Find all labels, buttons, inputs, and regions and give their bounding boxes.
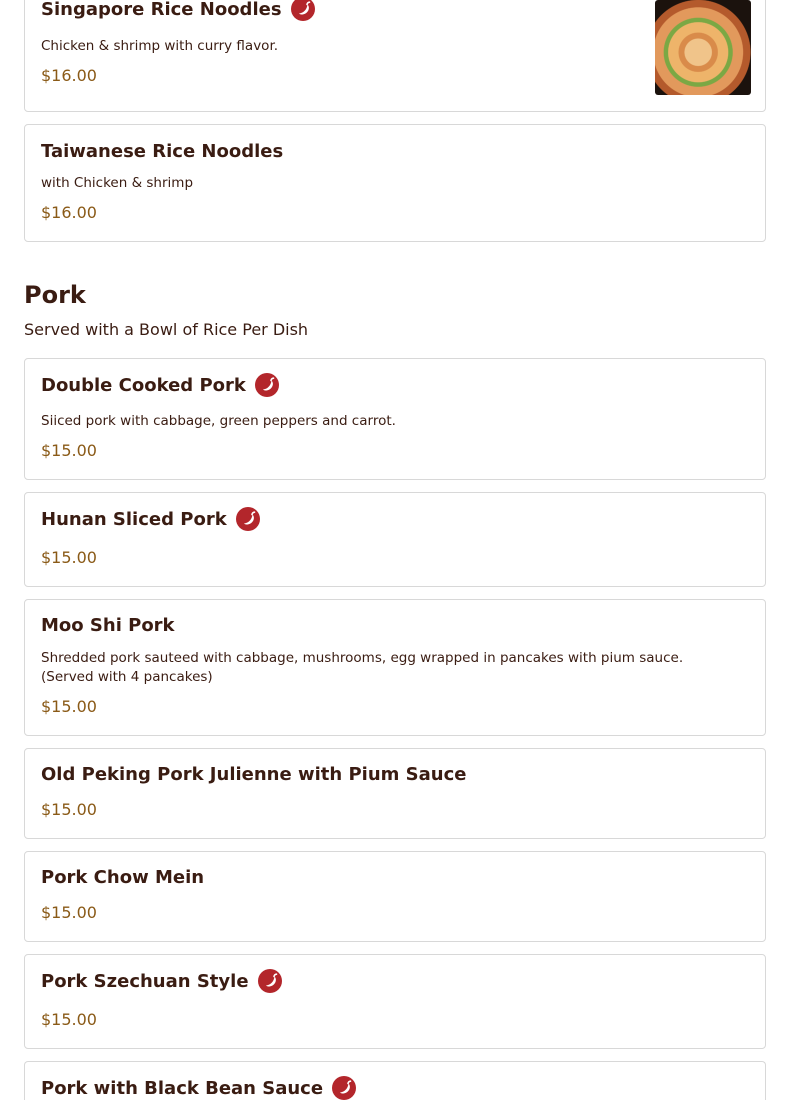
menu-item-price: $15.00 — [41, 1010, 97, 1029]
menu-item-price: $15.00 — [41, 697, 97, 716]
menu-item-price: $15.00 — [41, 800, 97, 819]
section-subtitle: Served with a Bowl of Rice Per Dish — [24, 320, 309, 339]
menu-item-card[interactable] — [24, 124, 766, 242]
menu-item-card[interactable] — [24, 599, 766, 736]
chili-pepper-icon — [291, 0, 315, 21]
menu-item-name: Hunan Sliced Pork — [41, 507, 260, 531]
chili-pepper-icon — [332, 1076, 356, 1100]
menu-item-description: Siiced pork with cabbage, green peppers and carrot. — [41, 413, 396, 429]
chili-pepper-icon — [236, 507, 260, 531]
menu-item-card[interactable] — [24, 492, 766, 587]
menu-item-card[interactable] — [24, 0, 766, 112]
menu-item-name: Taiwanese Rice Noodles — [41, 141, 284, 162]
menu-item-name: Moo Shi Pork — [41, 615, 175, 636]
menu-item-description: Chicken & shrimp with curry flavor. — [41, 38, 279, 54]
menu-item-name: Singapore Rice Noodles — [41, 0, 315, 21]
menu-item-price: $16.00 — [41, 203, 97, 222]
menu-item-name: Pork with Black Bean Sauce — [41, 1076, 356, 1100]
menu-item-price: $15.00 — [41, 441, 97, 460]
menu-item-price: $16.00 — [41, 66, 97, 85]
menu-item-name: Double Cooked Pork — [41, 373, 279, 397]
chili-pepper-icon — [258, 969, 282, 993]
menu-item-name: Old Peking Pork Julienne with Pium Sauce — [41, 764, 467, 785]
menu-item-price: $15.00 — [41, 903, 97, 922]
menu-item-description: Shredded pork sauteed with cabbage, mushrooms, egg wrapped in pancakes with pium sauce. (Served with 4 pancakes) — [41, 650, 684, 685]
menu-item-price: $15.00 — [41, 548, 97, 567]
menu-item-name: Pork Chow Mein — [41, 867, 205, 888]
menu-item-card[interactable] — [24, 748, 766, 839]
menu-item-card[interactable] — [24, 358, 766, 480]
menu-item-card[interactable] — [24, 954, 766, 1049]
chili-pepper-icon — [255, 373, 279, 397]
section-title: Pork — [24, 281, 86, 309]
menu-item-card[interactable] — [24, 1061, 766, 1100]
menu-item-name: Pork Szechuan Style — [41, 969, 282, 993]
noodles-photo[interactable] — [655, 0, 751, 95]
menu-item-card[interactable] — [24, 851, 766, 942]
menu-item-description: with Chicken & shrimp — [41, 175, 194, 191]
